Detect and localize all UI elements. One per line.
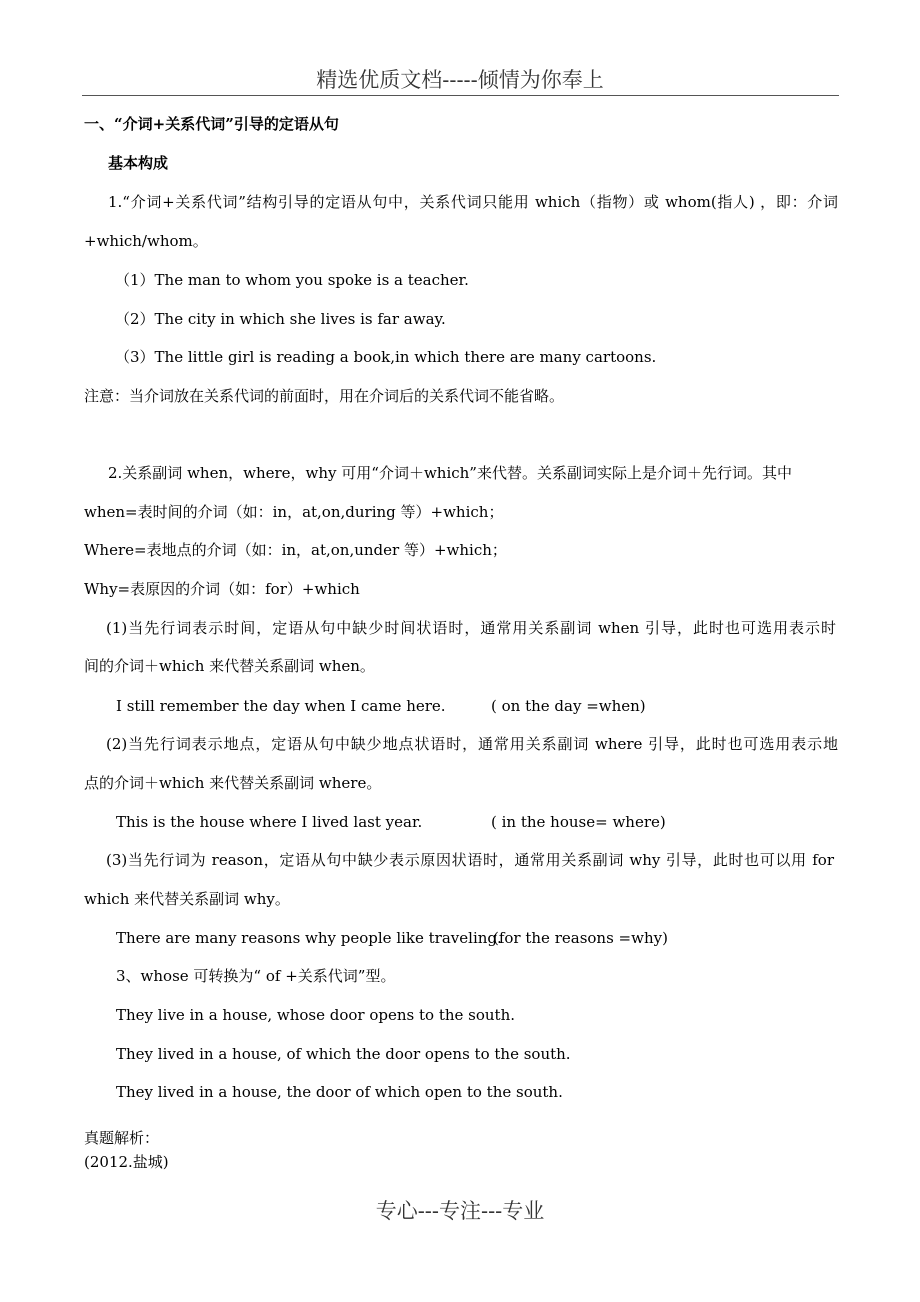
example-2: （2）The city in which she lives is far away.: [115, 310, 446, 328]
point3-line1: (3)当先行词为 reason，定语从句中缺少表示原因状语时，通常用关系副词 why 引导，此时也可以用 for: [106, 851, 834, 869]
when-definition: when=表时间的介词（如：in，at,on,during 等）+which；: [84, 503, 504, 521]
point2-example: This is the house where I lived last year.: [116, 813, 423, 831]
section-heading: 一、“介词+关系代词”引导的定语从句: [84, 115, 339, 133]
point1-example: I still remember the day when I came here.: [116, 697, 446, 715]
page-header: 精选优质文档-----倾情为你奉上: [316, 68, 604, 92]
point1-line2: 间的介词＋which 来代替关系副词 when。: [84, 657, 375, 675]
part3-example-1: They live in a house, whose door opens to the south.: [116, 1006, 516, 1024]
part1-line2: +which/whom。: [84, 232, 208, 250]
part3-example-3: They lived in a house, the door of which open to the south.: [116, 1083, 563, 1101]
point2-example-note: ( in the house= where): [491, 813, 666, 831]
point3-example: There are many reasons why people like traveling.: [116, 929, 502, 947]
part2-intro: 2.关系副词 when，where，why 可用“介词＋which”来代替。关系副词实际上是介词＋先行词。其中: [108, 464, 792, 482]
analysis-source: (2012.盐城): [84, 1153, 169, 1171]
point3-line2: which 来代替关系副词 why。: [84, 890, 290, 908]
part3-example-2: They lived in a house, of which the door opens to the south.: [116, 1045, 571, 1063]
where-definition: Where=表地点的介词（如：in，at,on,under 等）+which；: [84, 541, 507, 559]
note: 注意：当介词放在关系代词的前面时，用在介词后的关系代词不能省略。: [84, 387, 565, 405]
point3-example-note: (for the reasons =why): [493, 929, 668, 947]
part1-line1: 1.“介词+关系代词”结构引导的定语从句中，关系代词只能用 which（指物）或 whom(指人) ，即：介词: [108, 193, 838, 211]
point1-line1: (1)当先行词表示时间，定语从句中缺少时间状语时，通常用关系副词 when 引导，此时也可选用表示时: [106, 619, 836, 637]
header-rule: [82, 95, 839, 96]
page-footer: 专心---专注---专业: [375, 1199, 545, 1223]
point1-example-note: ( on the day =when): [491, 697, 646, 715]
analysis-label: 真题解析：: [84, 1129, 160, 1147]
example-1: （1）The man to whom you spoke is a teacher.: [115, 271, 469, 289]
point2-line1: (2)当先行词表示地点，定语从句中缺少地点状语时，通常用关系副词 where 引导，此时也可选用表示地: [106, 735, 838, 753]
section-subheading: 基本构成: [108, 154, 169, 172]
part3-title: 3、whose 可转换为“ of +关系代词”型。: [116, 967, 396, 985]
point2-line2: 点的介词＋which 来代替关系副词 where。: [84, 774, 382, 792]
example-3: （3）The little girl is reading a book,in which there are many cartoons.: [115, 348, 657, 366]
why-definition: Why=表原因的介词（如：for）+which: [84, 580, 360, 598]
